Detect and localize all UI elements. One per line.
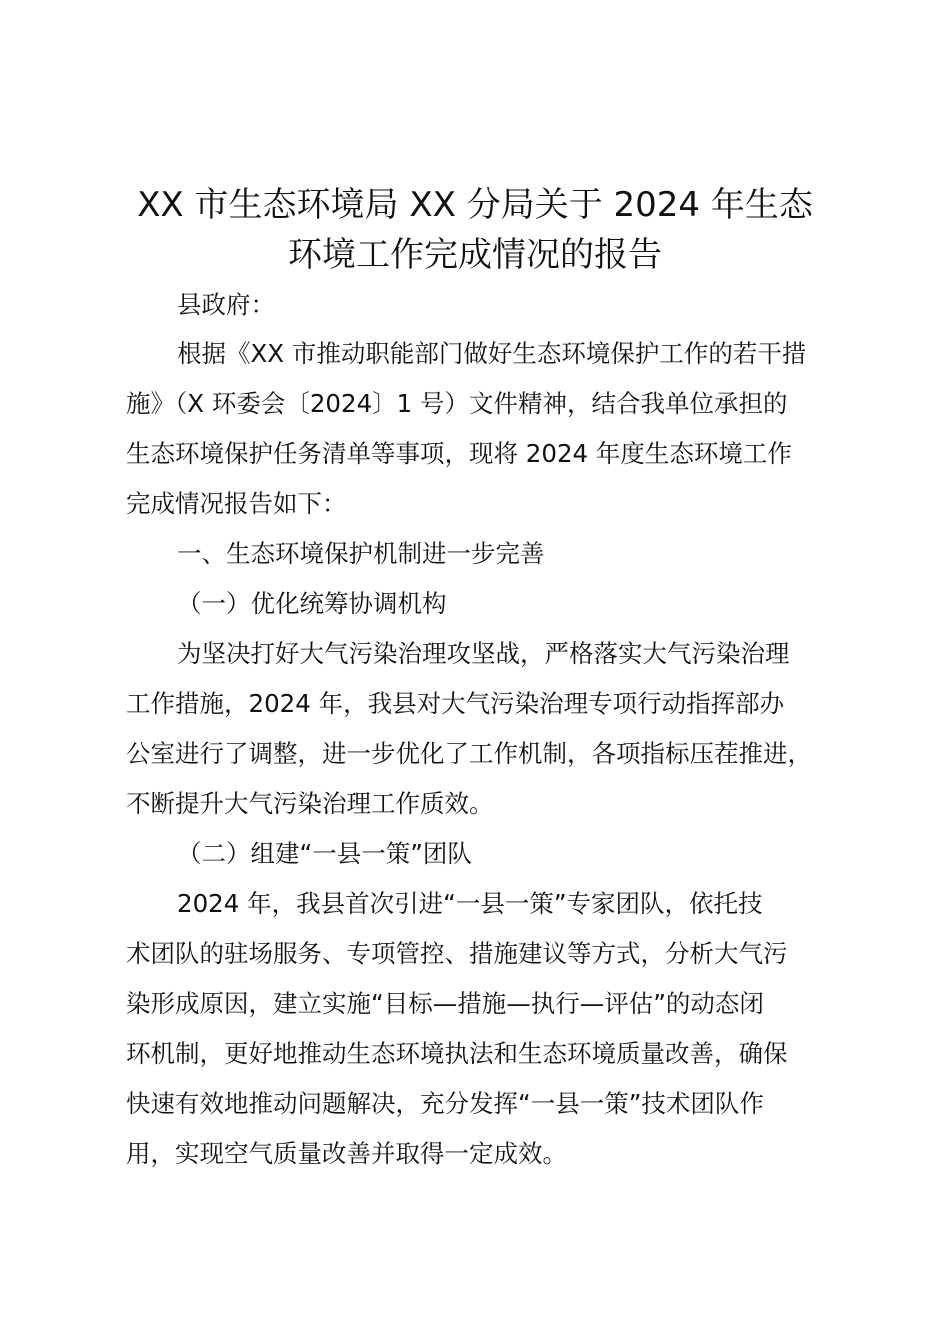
paragraph-line: 完成情况报告如下： <box>126 489 347 518</box>
document-title-line-2: 环境工作完成情况的报告 <box>288 235 662 275</box>
paragraph-line: 2024 年，我县首次引进“一县一策”专家团队，依托技 <box>177 889 763 918</box>
document-title-line-1: XX 市生态环境局 XX 分局关于 2024 年生态 <box>137 185 813 225</box>
paragraph-line: 术团队的驻场服务、专项管控、措施建议等方式，分析大气污 <box>126 939 788 968</box>
paragraph-line: 施》（X 环委会〔2024〕1 号）文件精神，结合我单位承担的 <box>126 389 788 418</box>
paragraph-line: 环机制，更好地推动生态环境执法和生态环境质量改善，确保 <box>126 1039 788 1068</box>
paragraph-line: 用，实现空气质量改善并取得一定成效。 <box>126 1139 567 1168</box>
section-heading: 一、生态环境保护机制进一步完善 <box>177 539 545 568</box>
paragraph-line: 快速有效地推动问题解决，充分发挥“一县一策”技术团队作 <box>126 1089 764 1118</box>
paragraph-line: 生态环境保护任务清单等事项，现将 2024 年度生态环境工作 <box>126 439 792 468</box>
paragraph-line: 不断提升大气污染治理工作质效。 <box>126 789 494 818</box>
subsection-heading: （一）优化统筹协调机构 <box>177 589 447 618</box>
paragraph-line: 公室进行了调整，进一步优化了工作机制，各项指标压茬推进， <box>126 739 812 768</box>
paragraph-line: 为坚决打好大气污染治理攻坚战，严格落实大气污染治理 <box>177 639 790 668</box>
salutation: 县政府： <box>177 290 275 319</box>
paragraph-line: 根据《XX 市推动职能部门做好生态环境保护工作的若干措 <box>177 339 807 368</box>
subsection-heading: （二）组建“一县一策”团队 <box>177 839 472 868</box>
paragraph-line: 染形成原因，建立实施“目标—措施—执行—评估”的动态闭 <box>126 989 764 1018</box>
paragraph-line: 工作措施，2024 年，我县对大气污染治理专项行动指挥部办 <box>126 689 785 718</box>
